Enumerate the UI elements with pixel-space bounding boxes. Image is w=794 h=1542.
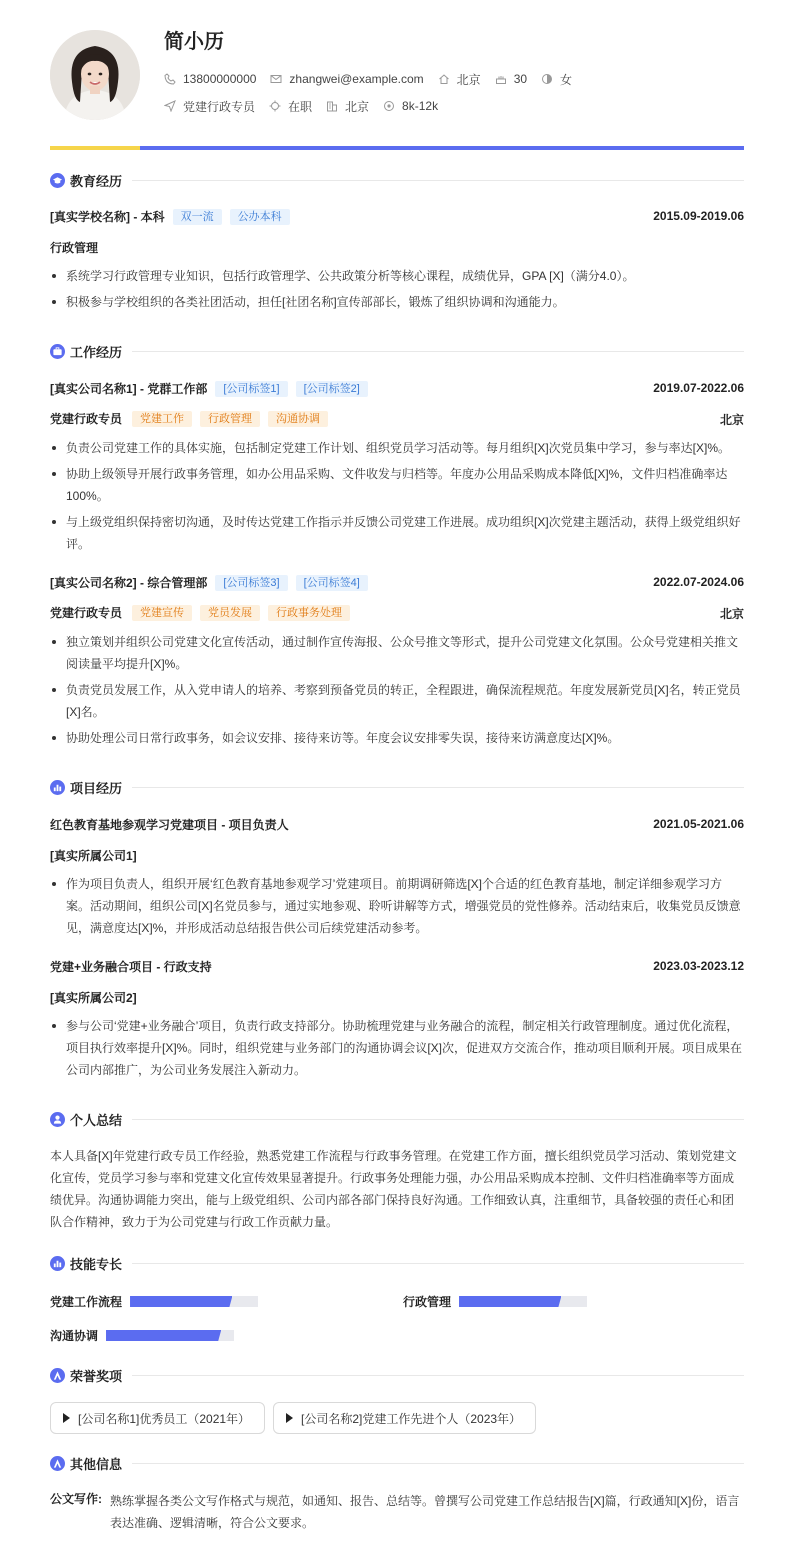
- job-bullet: 独立策划并组织公司党建文化宣传活动，通过制作宣传海报、公众号推文等形式，提升公司党建文化氛围。公众号党建相关推文阅读量平均提升[X]%。: [50, 631, 744, 675]
- project-date: 2023.03-2023.12: [653, 959, 744, 973]
- job-city: 北京: [719, 413, 744, 427]
- skill-name: 行政管理: [403, 1295, 452, 1309]
- mail-icon: [270, 73, 282, 85]
- status-text: 在职: [288, 99, 313, 114]
- target-city-item: [326, 98, 369, 115]
- section-other-label: 其他信息: [70, 1456, 123, 1472]
- section-education-label: 教育经历: [70, 173, 123, 189]
- other-text: 熟练掌握各类公文写作格式与规范，如通知、报告、总结等。曾撰写公司党建工作总结报告[X]篇，行政通知[X]份，语言表达准确、逻辑清晰，符合公文要求。: [110, 1494, 740, 1530]
- project-company: [真实所属公司1]: [50, 849, 137, 863]
- section-honors-label: 荣誉奖项: [70, 1368, 123, 1384]
- section-divider: [132, 180, 744, 181]
- honor-chip: [273, 1402, 536, 1434]
- section-work-label: 工作经历: [70, 344, 123, 360]
- job-role: 党建行政专员: [50, 412, 123, 426]
- section-projects-label: 项目经历: [70, 780, 123, 796]
- home-icon: [438, 73, 450, 85]
- skill-bar: [130, 1296, 258, 1307]
- section-divider: [132, 351, 744, 352]
- honor-text: [公司名称1]优秀员工（2021年）: [78, 1411, 251, 1426]
- skill-bar: [106, 1330, 234, 1341]
- target-job-item: [164, 98, 255, 115]
- honor-text: [公司名称2]党建工作先进个人（2023年）: [301, 1411, 522, 1426]
- section-work-title: [50, 341, 744, 361]
- skill-bar-fill: [130, 1296, 232, 1307]
- gender-item: [541, 71, 572, 88]
- company-tag: [公司标签4]: [296, 575, 368, 591]
- company-tag: [公司标签3]: [215, 575, 287, 591]
- gender-icon: [541, 73, 553, 85]
- status-item: [269, 98, 312, 115]
- job-role-row: [50, 410, 328, 427]
- age-item: [495, 72, 527, 86]
- salary-item: [383, 99, 438, 113]
- role-tag: 党员发展: [200, 605, 260, 621]
- age-text: 30: [513, 72, 528, 86]
- edu-tag: 公办本科: [230, 209, 290, 225]
- edu-bullet: 积极参与学校组织的各类社团活动，担任[社团名称]宣传部部长，锻炼了组织协调和沟通能力。: [50, 291, 744, 313]
- job-date: 2019.07-2022.06: [653, 381, 744, 395]
- section-divider: [132, 787, 744, 788]
- company-tag: [公司标签2]: [296, 381, 368, 397]
- target-city-text: 北京: [345, 99, 370, 114]
- job-company-name: [真实公司名称1] - 党群工作部: [50, 382, 208, 396]
- role-tag: 党建工作: [132, 411, 192, 427]
- target-job-text: 党建行政专员: [183, 99, 256, 114]
- project-bullet: 参与公司‘党建+业务融合’项目，负责行政支持部分。协助梳理党建与业务融合的流程，制定相关行政管理制度。通过优化流程，项目执行效率提升[X]%。同时，组织党建与业务部门的沟通协调会议[X]次，促进双方交流合作，推动项目顺利开展。项目成果在公司内部推广，为公司业务发展注入新动力。: [50, 1015, 744, 1081]
- user-icon: [50, 1112, 65, 1127]
- send-icon: [164, 100, 176, 112]
- role-tag: 行政事务处理: [268, 605, 350, 621]
- play-icon: [286, 1413, 293, 1423]
- section-divider: [132, 1263, 744, 1264]
- job-city: 北京: [719, 607, 744, 621]
- job-role-row: [50, 604, 350, 621]
- play-icon: [63, 1413, 70, 1423]
- cake-icon: [495, 73, 507, 85]
- job-bullet: 与上级党组织保持密切沟通，及时传达党建工作指示并反馈公司党建工作进展。成功组织[X]次党建主题活动，获得上级党组织好评。: [50, 511, 744, 555]
- job-bullet: 负责公司党建工作的具体实施，包括制定党建工作计划、组织党员学习活动等。每月组织[X]次党员集中学习，参与率达[X]%。: [50, 437, 744, 459]
- skill-item: [50, 1293, 258, 1310]
- skill-item: [50, 1327, 234, 1344]
- role-tag: 行政管理: [200, 411, 260, 427]
- section-honors-title: [50, 1365, 744, 1385]
- company-tag: [公司标签1]: [215, 381, 287, 397]
- phone-icon: [164, 73, 176, 85]
- contact-row: [164, 71, 586, 87]
- section-other-title: [50, 1453, 744, 1473]
- edu-bullet: 系统学习行政管理专业知识，包括行政管理学、公共政策分析等核心课程，成绩优异，GPA [X]（满分4.0）。: [50, 265, 744, 287]
- salary-icon: [383, 100, 395, 112]
- location-item: [438, 71, 481, 88]
- project-date: 2021.05-2021.06: [653, 817, 744, 831]
- job-role: 党建行政专员: [50, 606, 123, 620]
- briefcase-icon: [50, 344, 65, 359]
- project-company: [真实所属公司2]: [50, 991, 137, 1005]
- section-projects-title: [50, 777, 744, 797]
- project-name: 红色教育基地参观学习党建项目 - 项目负责人: [50, 818, 289, 832]
- award-icon: [50, 1456, 65, 1471]
- header-divider-bar: [50, 146, 744, 150]
- section-divider: [132, 1119, 744, 1120]
- phone-text: 13800000000: [183, 72, 257, 86]
- edu-school-row: [50, 208, 290, 225]
- graduation-cap-icon: [50, 173, 65, 188]
- award-icon: [50, 1368, 65, 1383]
- job-bullet: 负责党员发展工作，从入党申请人的培养、考察到预备党员的转正，全程跟进，确保流程规范。年度发展新党员[X]名，转正党员[X]名。: [50, 679, 744, 723]
- section-summary-title: [50, 1109, 744, 1129]
- skill-item: [403, 1293, 587, 1310]
- skill-name: 党建工作流程: [50, 1295, 123, 1309]
- job-intent-row: [164, 98, 452, 114]
- edu-date: 2015.09-2019.06: [653, 209, 744, 223]
- section-divider: [132, 1463, 744, 1464]
- job-company-row: [50, 574, 368, 591]
- section-divider: [132, 1375, 744, 1376]
- summary-text: 本人具备[X]年党建行政专员工作经验，熟悉党建工作流程与行政事务管理。在党建工作方面，擅长组织党员学习活动、策划党建文化宣传，党员学习参与率和党建文化宣传效果显著提升。行政事务处理能力强，办公用品采购成本控制、文件归档准确率等方面成绩优异。沟通协调能力突出，能与上级党组织、公司内部各部门保持良好沟通。工作细致认真，注重细节，具备较强的责任心和团队合作精神，致力于为公司党建与行政工作贡献力量。: [50, 1149, 737, 1229]
- project-bullet: 作为项目负责人，组织开展‘红色教育基地参观学习’党建项目。前期调研筛选[X]个合适的红色教育基地，制定详细参观学习方案。活动期间，组织公司[X]名党员参与，通过实地参观、聆听讲解等方式，增强党员的党性修养。活动结束后，收集党员反馈意见，满意度达[X]%，并形成活动总结报告供公司后续党建活动参考。: [50, 873, 744, 939]
- job-bullet: 协助上级领导开展行政事务管理，如办公用品采购、文件收发与归档等。年度办公用品采购成本降低[X]%，文件归档准确率达100%。: [50, 463, 744, 507]
- phone-item: [164, 72, 256, 86]
- skill-bar: [459, 1296, 587, 1307]
- role-tag: 党建宣传: [132, 605, 192, 621]
- project-name: 党建+业务融合项目 - 行政支持: [50, 960, 212, 974]
- candidate-name: 简小历: [164, 31, 224, 53]
- other-label: 公文写作:: [50, 1492, 102, 1506]
- section-education-title: [50, 170, 744, 190]
- skill-bar-fill: [459, 1296, 561, 1307]
- status-icon: [269, 100, 281, 112]
- role-tag: 沟通协调: [268, 411, 328, 427]
- edu-tag: 双一流: [173, 209, 222, 225]
- section-summary-label: 个人总结: [70, 1112, 123, 1128]
- honor-chip: [50, 1402, 265, 1434]
- email-text: zhangwei@example.com: [289, 72, 424, 86]
- gender-text: 女: [560, 72, 573, 87]
- section-skills-title: [50, 1253, 744, 1273]
- location-text: 北京: [456, 72, 481, 87]
- edu-school-name: [真实学校名称] - 本科: [50, 210, 165, 224]
- header-divider-accent: [50, 146, 140, 150]
- job-company-row: [50, 380, 368, 397]
- resume-header: [50, 30, 744, 130]
- email-item: [270, 72, 423, 86]
- job-bullet: 协助处理公司日常行政事务，如会议安排、接待来访等。年度会议安排零失误，接待来访满意度达[X]%。: [50, 727, 744, 749]
- skill-bar-fill: [106, 1330, 221, 1341]
- salary-text: 8k-12k: [402, 99, 439, 113]
- skill-name: 沟通协调: [50, 1329, 99, 1343]
- job-date: 2022.07-2024.06: [653, 575, 744, 589]
- chart-icon: [50, 780, 65, 795]
- chart-icon: [50, 1256, 65, 1271]
- edu-major: 行政管理: [50, 241, 99, 255]
- section-skills-label: 技能专长: [70, 1256, 123, 1272]
- job-company-name: [真实公司名称2] - 综合管理部: [50, 576, 208, 590]
- building-icon: [326, 100, 338, 112]
- avatar: [50, 30, 140, 120]
